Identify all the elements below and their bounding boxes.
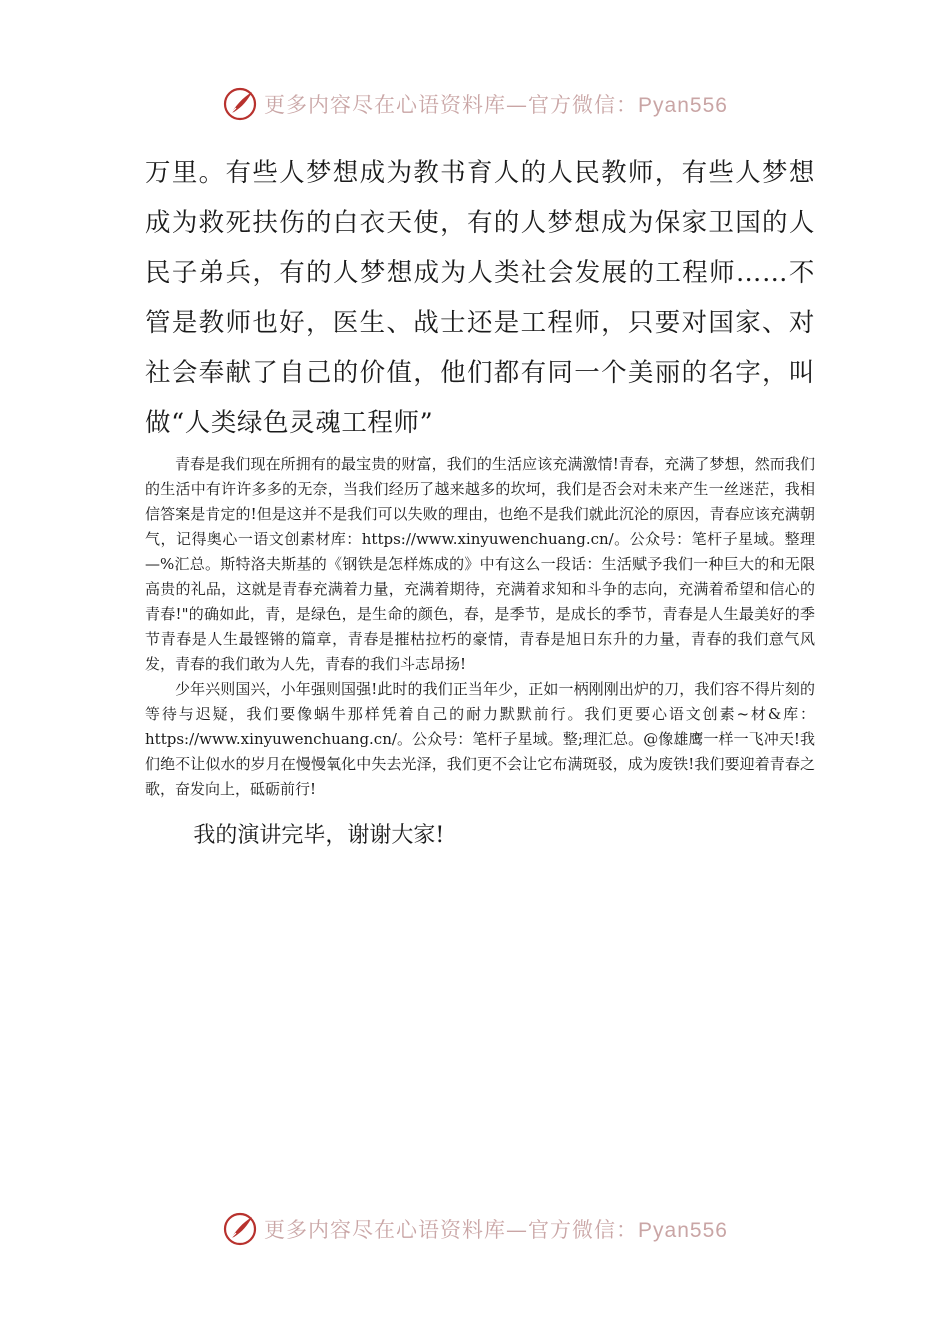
header-banner bbox=[0, 82, 950, 126]
footer-banner bbox=[0, 1207, 950, 1251]
large-paragraph: 万里。有些人梦想成为教书育人的人民教师，有些人梦想成为救死扶伤的白衣天使，有的人梦想成为保家卫国的人民子弟兵，有的人梦想成为人类社会发展的工程师……不管是教师也好，医生、战士还是工程师，只要对国家、对社会奉献了自己的价值，他们都有同一个美丽的名字，叫做“人类绿色灵魂工程师” bbox=[145, 158, 815, 438]
footer-banner-wechat-id: Pyan556 bbox=[638, 1219, 728, 1242]
quill-logo-icon bbox=[222, 1211, 258, 1247]
footer-banner-text bbox=[264, 1214, 728, 1244]
small-paragraph-2: 少年兴则国兴，小年强则国强!此时的我们正当年少，正如一柄刚刚出炉的刀，我们容不得片刻的等待与迟疑，我们要像蜗牛那样凭着自己的耐力默默前行。我们更要心语文创素~材&库：https://www.xinyuwenchuang.cn/。公众号：笔杆子星域。整;理汇总。@像雄鹰一样一飞冲天!我们绝不让似水的岁月在慢慢氧化中失去光泽，我们更不会让它布满斑驳，成为废铁!我们要迎着青春之歌，奋发向上，砥砺前行! bbox=[145, 680, 815, 798]
header-banner-wechat-id: Pyan556 bbox=[638, 94, 728, 117]
closing-line: 我的演讲完毕，谢谢大家! bbox=[193, 823, 445, 848]
header-banner-cn: 更多内容尽在心语资料库—官方微信： bbox=[264, 93, 639, 117]
document-body bbox=[145, 148, 815, 856]
footer-banner-cn: 更多内容尽在心语资料库—官方微信： bbox=[264, 1218, 639, 1242]
quill-logo-icon bbox=[222, 86, 258, 122]
header-banner-text bbox=[264, 89, 728, 119]
small-paragraph-1: 青春是我们现在所拥有的最宝贵的财富，我们的生活应该充满激情!青春，充满了梦想，然而我们的生活中有许许多多的无奈，当我们经历了越来越多的坎坷，我们是否会对未来产生一丝迷茫，我相信答案是肯定的!但是这并不是我们可以失败的理由，也绝不是我们就此沉沦的原因，青春应该充满朝气，记得奥心一语文创素材库：https://www.xinyuwenchuang.cn/。公众号：笔杆子星域。整理—%汇总。斯特洛夫斯基的《钢铁是怎样炼成的》中有这么一段话：生活赋予我们一种巨大的和无限高贵的礼品，这就是青春充满着力量，充满着期待，充满着求知和斗争的志向，充满着希望和信心的青春!"的确如此，青，是绿色，是生命的颜色，春，是季节，是成长的季节，青春是人生最美好的季节青春是人生最铿锵的篇章，青春是摧枯拉朽的豪情，青春是旭日东升的力量，青春的我们意气风发，青春的我们敢为人先，青春的我们斗志昂扬! bbox=[145, 455, 815, 673]
